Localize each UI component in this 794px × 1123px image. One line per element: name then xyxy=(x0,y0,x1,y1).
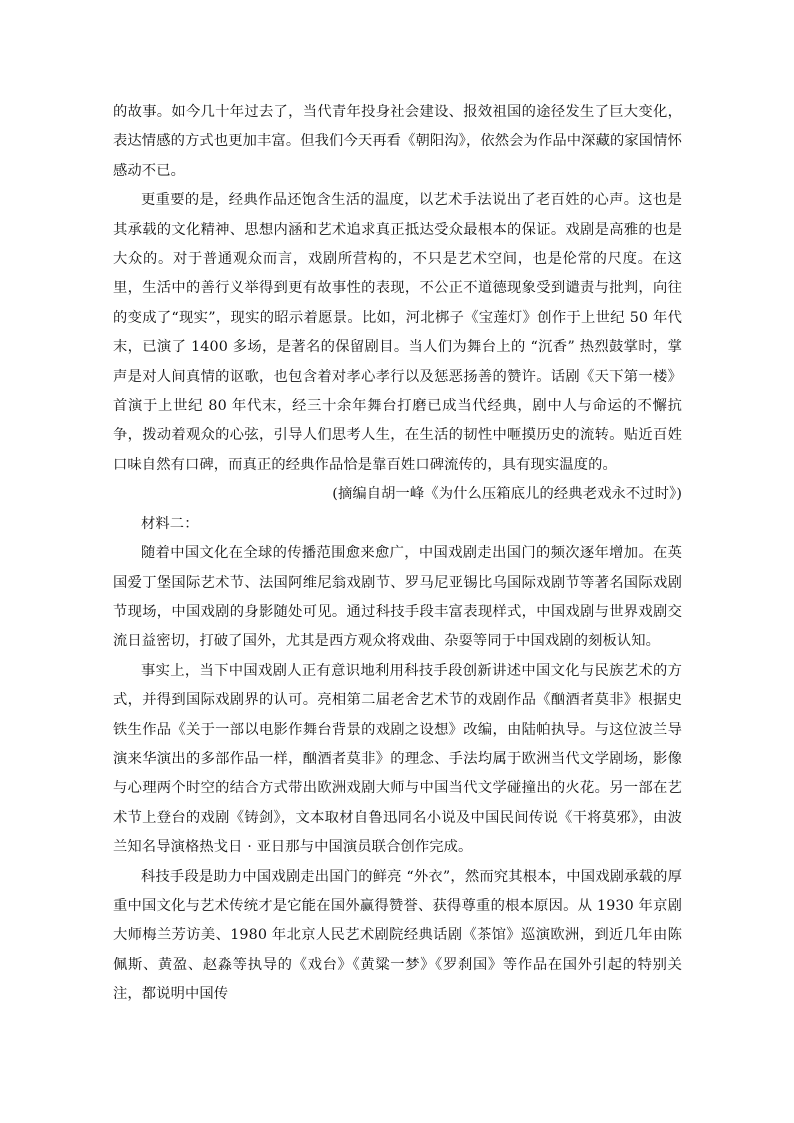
material-two-heading: 材料二： xyxy=(141,515,199,532)
paragraph-continuation: 的故事。如今几十年过去了，当代青年投身社会建设、报效祖国的途径发生了巨大变化，表达情感的方式也更加丰富。但我们今天再看《朝阳沟》，依然会为作品中深藏的家国情怀感动不已。 xyxy=(113,104,682,179)
paragraph-classic-warmth: 更重要的是，经典作品还饱含生活的温度，以艺术手法说出了老百姓的心声。这也是其承载的文化精神、思想内涵和艺术追求真正抵达受众最根本的保证。戏剧是高雅的也是大众的。对于普通观众而言，戏剧所营构的，不只是艺术空间，也是伦常的尺度。在这里，生活中的善行义举得到更有故事性的表现，不公正不道德现象受到谴责与批判，向往的变成了“现实”，现实的昭示着愿景。比如，河北梆子《宝莲灯》创作于上世纪 50 年代末，已演了 1400 多场，是著名的保留剧目。当人们为舞台上的 “沉香” 热烈鼓掌时，掌声是对人间真情的讴歌，也包含着对孝心孝行以及惩恶扬善的赞许。话剧《天下第一楼》首演于上世纪 80 年代末，经三十余年舞台打磨已成当代经典，剧中人与命运的不懈抗争，拨动着观众的心弦，引导人们思考人生，在生活的韧性中咂摸历史的流转。贴近百姓口味自然有口碑，而真正的经典作品恰是靠百姓口碑流传的，具有现实温度的。 xyxy=(113,192,682,473)
paragraph-technology-innovation: 事实上，当下中国戏剧人正有意识地利用科技手段创新讲述中国文化与民族艺术的方式，并得到国际戏剧界的认可。亮相第二届老舍艺术节的戏剧作品《酗酒者莫非》根据史铁生作品《关于一部以电影作舞台背景的戏剧之设想》改编，由陆帕执导。与这位波兰导演来华演出的多部作品一样，酗酒者莫非》的理念、手法均属于欧洲当代文学剧场，影像与心理两个时空的结合方式带出欧洲戏剧大师与中国当代文学碰撞出的火花。另一部在艺术节上登台的戏剧《铸剑》，文本取材自鲁迅同名小说及中国民间传说《干将莫邪》，由波兰知名导演格热戈日 · 亚日那与中国演员联合创作完成。 xyxy=(113,662,682,856)
source-citation: (摘编自胡一峰《为什么压箱底儿的经典老戏永不过时》) xyxy=(332,486,682,503)
document-body xyxy=(113,98,682,1010)
paragraph-global-spread: 随着中国文化在全球的传播范围愈来愈广，中国戏剧走出国门的频次逐年增加。在英国爱丁堡国际艺术节、法国阿维尼翁戏剧节、罗马尼亚锡比乌国际戏剧节等著名国际戏剧节现场，中国戏剧的身影随处可见。通过科技手段丰富表现样式，中国戏剧与世界戏剧交流日益密切，打破了国外，尤其是西方观众将戏曲、杂耍等同于中国戏剧的刻板认知。 xyxy=(113,545,682,650)
paragraph-cultural-tradition: 科技手段是助力中国戏剧走出国门的鲜亮 “外衣”，然而究其根本，中国戏剧承载的厚重中国文化与艺术传统才是它能在国外赢得赞誉、获得尊重的根本原因。从 1930 年京剧大师梅兰芳访美、1980 年北京人民艺术剧院经典话剧《茶馆》巡演欧洲，到近几年由陈佩斯、黄盈、赵淼等执导的《戏台》《黄粱一梦》《罗刹国》等作品在国外引起的特别关注，都说明中国传 xyxy=(113,868,682,1003)
